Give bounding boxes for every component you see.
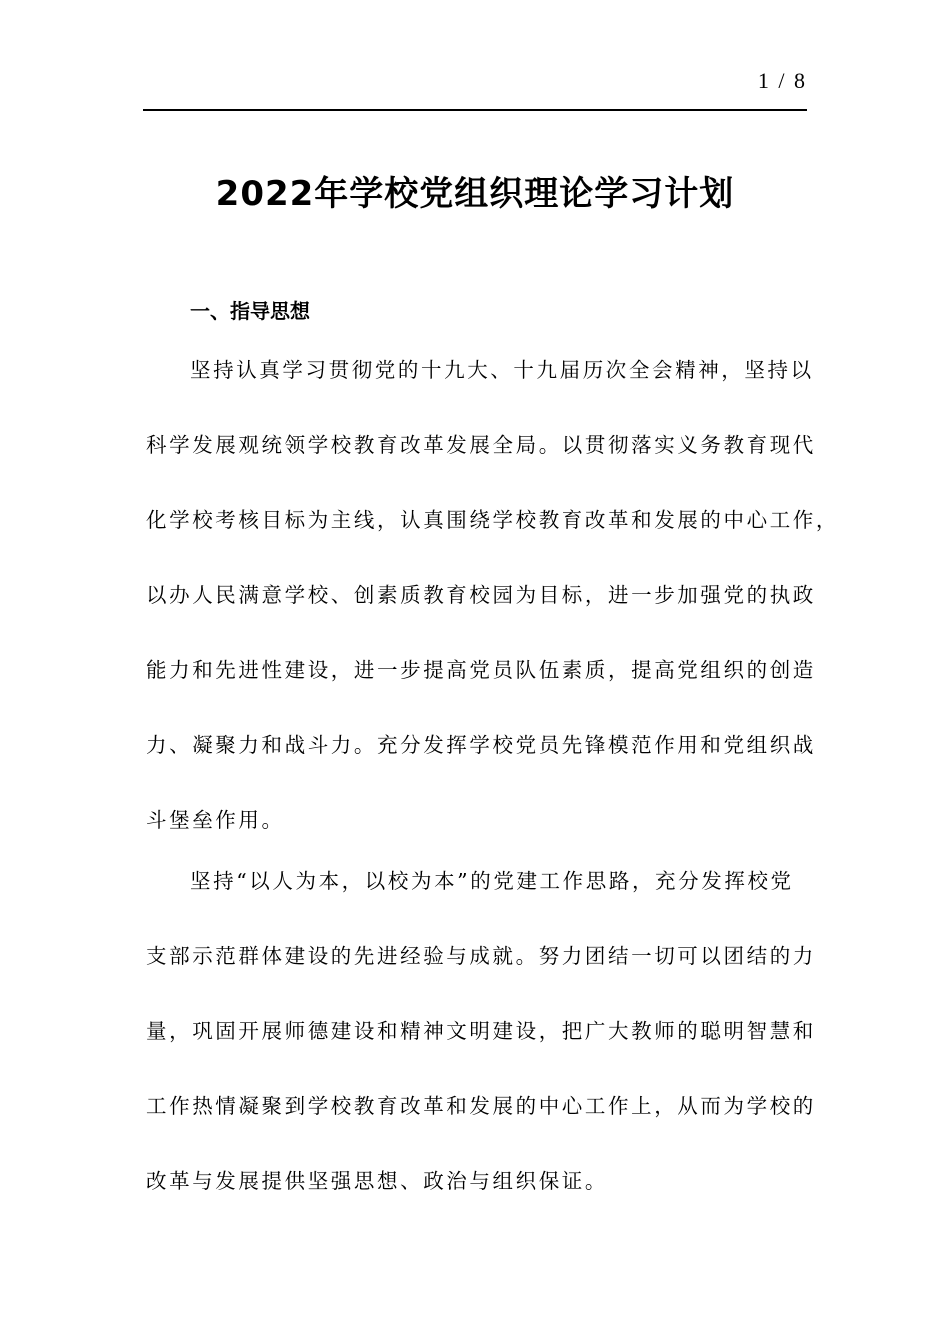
paragraph-line: 工作热情凝聚到学校教育改革和发展的中心工作上，从而为学校的 xyxy=(146,1094,816,1118)
paragraph-line: 斗堡垒作用。 xyxy=(146,808,285,832)
header-divider xyxy=(143,109,807,111)
paragraph-line: 以办人民满意学校、创素质教育校园为目标，进一步加强党的执政 xyxy=(146,583,816,607)
paragraph-line: 能力和先进性建设，进一步提高党员队伍素质，提高党组织的创造 xyxy=(146,658,816,682)
paragraph-line: 力、凝聚力和战斗力。充分发挥学校党员先锋模范作用和党组织战 xyxy=(146,733,816,757)
paragraph-line: 改革与发展提供坚强思想、政治与组织保证。 xyxy=(146,1169,608,1193)
document-title: 2022年学校党组织理论学习计划 xyxy=(215,174,735,214)
paragraph-line: 量，巩固开展师德建设和精神文明建设，把广大教师的聪明智慧和 xyxy=(146,1019,816,1043)
section-heading: 一、指导思想 xyxy=(190,299,310,323)
paragraph-line: 科学发展观统领学校教育改革发展全局。以贯彻落实义务教育现代 xyxy=(146,433,816,457)
paragraph-line: 坚持“以人为本，以校为本”的党建工作思路，充分发挥校党 xyxy=(190,869,794,893)
paragraph-line: 支部示范群体建设的先进经验与成就。努力团结一切可以团结的力 xyxy=(146,944,816,968)
paragraph-line: 化学校考核目标为主线，认真围绕学校教育改革和发展的中心工作， xyxy=(146,508,839,532)
paragraph-line: 坚持认真学习贯彻党的十九大、十九届历次全会精神，坚持以 xyxy=(190,358,814,382)
page-number: 1 / 8 xyxy=(757,68,807,93)
